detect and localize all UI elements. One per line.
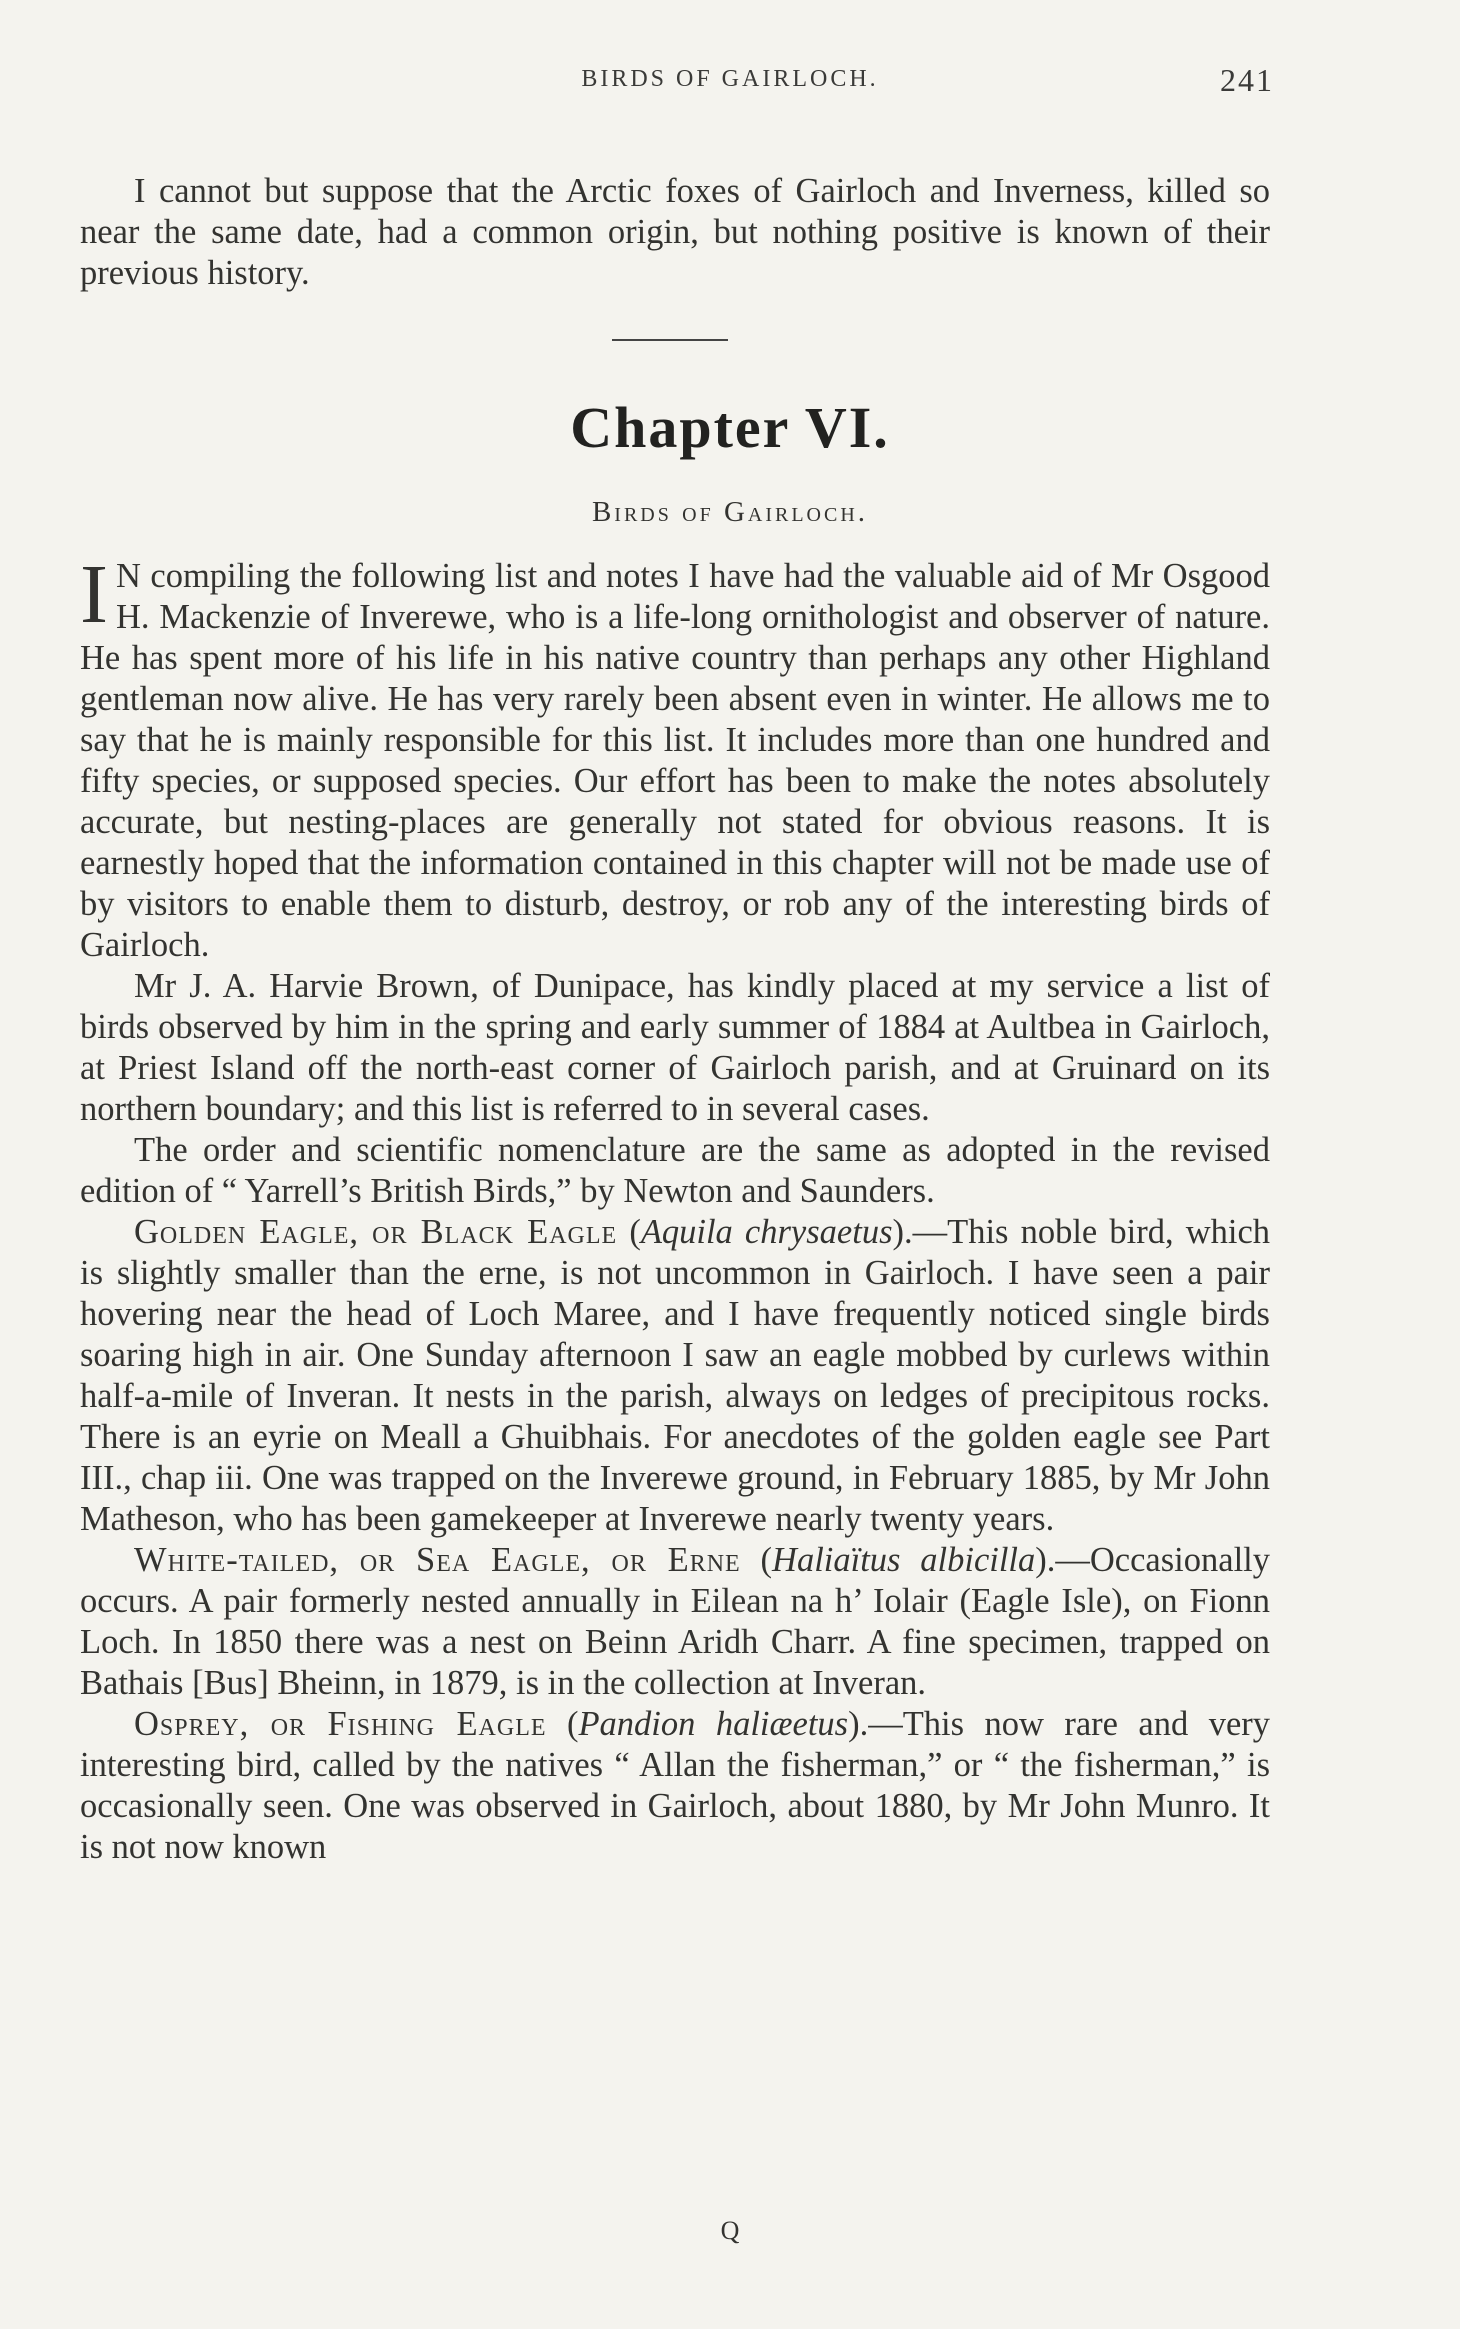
paragraph-text: N compiling the following list and notes I have had the valuable aid of Mr Osgood H. Mackenzie of Inverewe, who is a life-long ornithologist and observer of nature. He has spent more of his life in his native country than perhaps any other Highland gentleman now alive. He has very rarely been absent even in winter. He allows me to say that he is mainly responsible for this list. It includes more than one hundred and fifty species, or supposed species. Our effort has been to make the notes absolutely accurate, but nesting-places are generally not stated for obvious reasons. It is earnestly hoped that the information contained in this chapter will not be made use of by visitors to enable them to disturb, destroy, or rob any of the interesting birds of Gairloch. (80, 557, 1270, 964)
species-description: This noble bird, which is slightly smaller than the erne, is not uncommon in Gairloch. I have seen a pair hovering near the head of Loch Maree, and I have frequently noticed single birds soaring high in air. One Sunday afternoon I saw an eagle mobbed by curlews within half-a-mile of Inveran. It nests in the parish, always on ledges of precipitous rocks. There is an eyrie on Meall a Ghuibhais. For anecdotes of the golden eagle see Part III., chap iii. One was trapped on the Inverewe ground, in February 1885, by Mr John Matheson, who has been gamekeeper at Inverewe nearly twenty years. (80, 1213, 1271, 1538)
species-entry-sea-eagle: White-tailed, or Sea Eagle, or Erne (Haliaïtus albicilla).—Occasionally occurs. A pair formerly nested annually in Eilean na h’ Iolair (Eagle Isle), on Fionn Loch. In 1850 there was a nest on Beinn Aridh Charr. A fine specimen, trapped on Bathais [Bus] Bheinn, in 1879, is in the collection at Inveran. (80, 1541, 1270, 1702)
paragraph-harvie-brown: Mr J. A. Harvie Brown, of Dunipace, has kindly placed at my service a list of birds observed by him in the spring and early summer of 1884 at Aultbea in Gairloch, at Priest Island off the north-east corner of Gairloch parish, and at Gruinard on its northern boundary; and this list is referred to in several cases. (80, 967, 1270, 1128)
paragraph-nomenclature: The order and scientific nomenclature are the same as adopted in the revised edition of “ Yarrell’s British Birds,” by Newton and Saunders. (80, 1131, 1270, 1210)
paragraph-intro (80, 548, 1270, 966)
intro-paragraph: I cannot but suppose that the Arctic foxes of Gairloch and Inverness, killed so near the same date, had a common origin, but nothing positive is known of their previous history. (80, 171, 1270, 292)
species-description: Occasionally occurs. A pair formerly nested annually in Eilean na h’ Iolair (Eagle Isle), on Fionn Loch. In 1850 there was a nest on Beinn Aridh Charr. A fine specimen, trapped on Bathais [Bus] Bheinn, in 1879, is in the collection at Inveran. (80, 1541, 1270, 1702)
species-name: White-tailed, or Sea Eagle, or Erne (134, 1541, 741, 1579)
species-description: This now rare and very interesting bird, called by the natives “ Allan the fisherman,” or “ the fisherman,” is occasionally seen. One was observed in Gairloch, about 1880, by Mr John Munro. It is not now known (80, 1705, 1270, 1866)
drop-cap: I (80, 548, 108, 641)
section-divider (612, 339, 728, 341)
species-scientific-name: Aquila chrysaetus (640, 1213, 893, 1251)
species-entry-osprey: Osprey, or Fishing Eagle (Pandion haliæetus).—This now rare and very interesting bird, called by the natives “ Allan the fisherman,” or “ the fisherman,” is occasionally seen. One was observed in Gairloch, about 1880, by Mr John Munro. It is not now known (80, 1705, 1270, 1866)
species-name: Golden Eagle, or Black Eagle (134, 1213, 618, 1251)
running-title: BIRDS OF GAIRLOCH. (581, 66, 879, 92)
species-scientific-name: Haliaïtus albicilla (772, 1541, 1036, 1579)
species-name: Osprey, or Fishing Eagle (134, 1705, 547, 1743)
chapter-heading: Chapter VI. (570, 395, 890, 460)
signature-mark: Q (720, 2216, 740, 2245)
chapter-subtitle: Birds of Gairloch. (591, 496, 869, 528)
running-head (0, 62, 1460, 102)
chapter-body (80, 548, 1271, 1868)
species-scientific-name: Pandion haliæetus (578, 1705, 849, 1743)
page-number: 241 (1220, 62, 1274, 98)
species-entry-golden-eagle: Golden Eagle, or Black Eagle (Aquila chrysaetus).—This noble bird, which is slightly smaller than the erne, is not uncommon in Gairloch. I have seen a pair hovering near the head of Loch Maree, and I have frequently noticed single birds soaring high in air. One Sunday afternoon I saw an eagle mobbed by curlews within half-a-mile of Inveran. It nests in the parish, always on ledges of precipitous rocks. There is an eyrie on Meall a Ghuibhais. For anecdotes of the golden eagle see Part III., chap iii. One was trapped on the Inverewe ground, in February 1885, by Mr John Matheson, who has been gamekeeper at Inverewe nearly twenty years. (80, 1213, 1271, 1538)
